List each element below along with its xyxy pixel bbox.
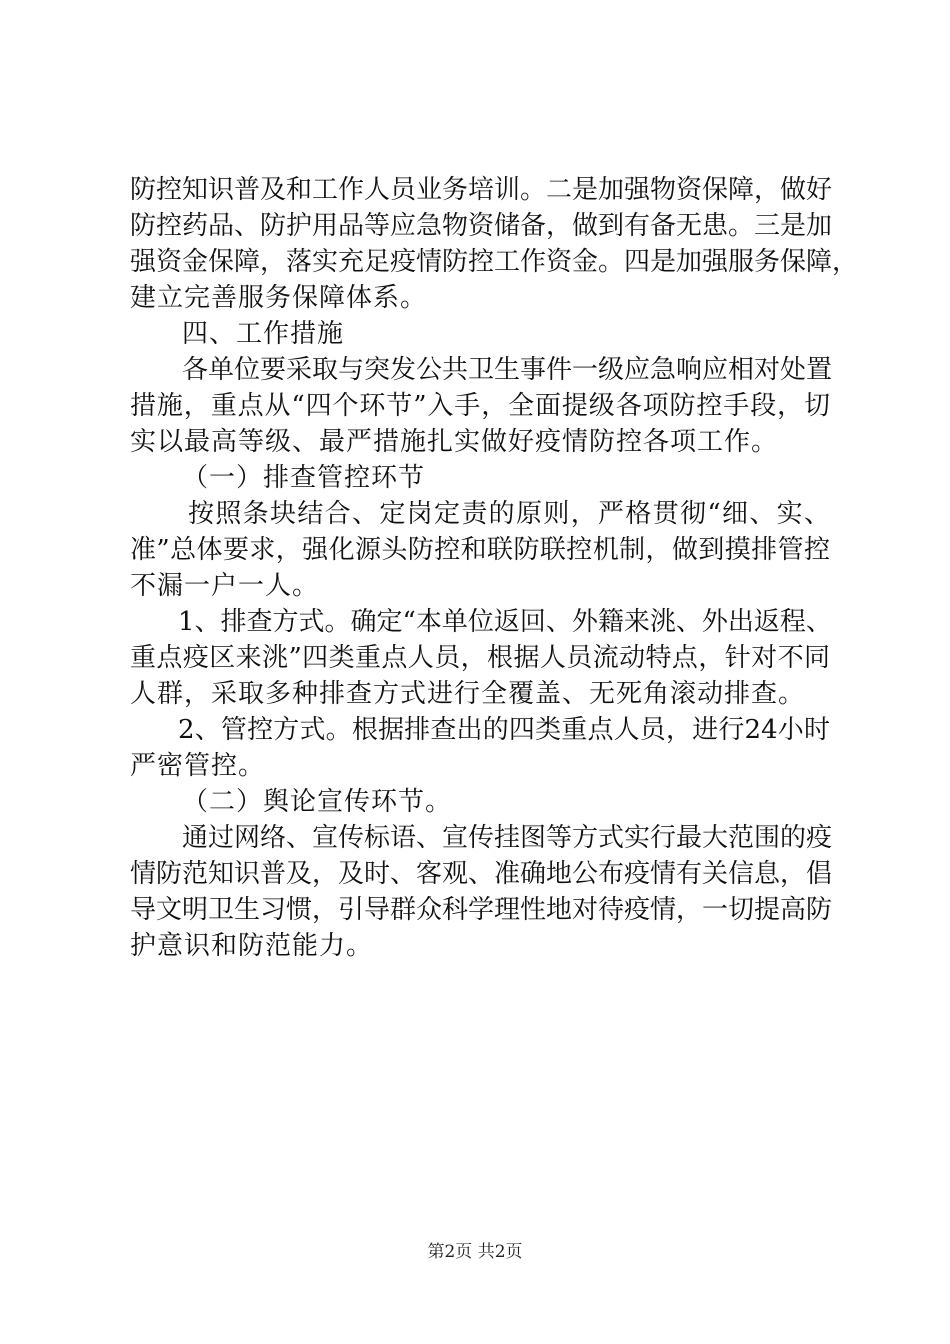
section-heading: 四、工作措施 [182,319,345,349]
paragraph-line: 实以最高等级、最严措施扎实做好疫情防控各项工作。 [130,427,779,457]
subsection-heading: （二）舆论宣传环节。 [182,787,453,817]
paragraph-line: 情防范知识普及，及时、客观、准确地公布疫情有关信息，倡 [130,859,833,889]
paragraph-line: 人群，采取多种排查方式进行全覆盖、无死角滚动排查。 [130,679,806,709]
paragraph-line: 严密管控。 [130,751,266,781]
paragraph-line: 措施，重点从“四个环节”入手，全面提级各项防控手段，切 [130,391,830,421]
paragraph-line: 各单位要采取与突发公共卫生事件一级应急响应相对处置 [182,355,833,385]
paragraph-line: 准”总体要求，强化源头防控和联防联控机制，做到摸排管控 [130,535,830,565]
paragraph-line: 防控知识普及和工作人员业务培训。二是加强物资保障，做好 [130,175,833,205]
paragraph-line: 建立完善服务保障体系。 [130,283,428,313]
paragraph-line: 1、排查方式。确定“本单位返回、外籍来洮、外出返程、 [178,607,832,637]
paragraph-line: 通过网络、宣传标语、宣传挂图等方式实行最大范围的疫 [182,823,833,853]
paragraph-line: 按照条块结合、定岗定责的原则，严格贯彻“细、实、 [188,499,830,529]
paragraph-line: 强资金保障，落实充足疫情防控工作资金。四是加强服务保障， [130,247,859,277]
paragraph-line: 防控药品、防护用品等应急物资储备，做到有备无患。三是加 [130,211,833,241]
paragraph-line: 不漏一户一人。 [130,571,320,601]
paragraph-line: 重点疫区来洮”四类重点人员，根据人员流动特点，针对不同 [130,643,830,673]
page-number-footer: 第2页 共2页 [427,1242,523,1262]
paragraph-line: 护意识和防范能力。 [130,931,374,961]
paragraph-line: 导文明卫生习惯，引导群众科学理性地对待疫情，一切提高防 [130,895,833,925]
paragraph-line: 2、管控方式。根据排查出的四类重点人员，进行24小时 [178,715,830,745]
subsection-heading: （一）排查管控环节 [182,463,426,493]
